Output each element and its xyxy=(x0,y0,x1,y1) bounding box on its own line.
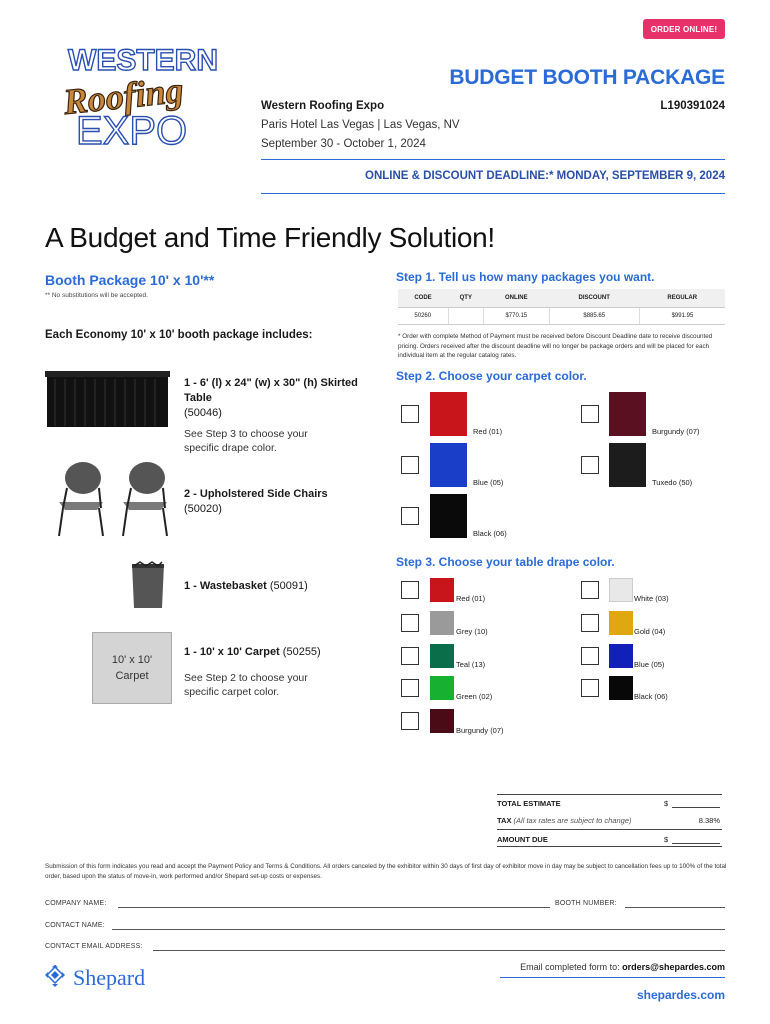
item-carpet-note: See Step 2 to choose your specific carpet color. xyxy=(184,672,308,698)
includes-heading: Each Economy 10' x 10' booth package includes: xyxy=(45,329,313,341)
col-qty: QTY xyxy=(448,289,484,307)
total-estimate-label: TOTAL ESTIMATE xyxy=(497,799,561,808)
drape-swatch-teal xyxy=(430,644,454,668)
svg-text:WESTERN: WESTERN xyxy=(68,44,218,77)
header-divider xyxy=(261,159,725,160)
drape-swatch-black xyxy=(609,676,633,700)
totals-bottom-line xyxy=(497,846,722,847)
drape-checkbox-grey[interactable] xyxy=(401,614,419,632)
amount-due-row xyxy=(497,835,722,844)
package-title: BUDGET BOOTH PACKAGE xyxy=(449,66,725,89)
package-pricing-table xyxy=(398,289,725,325)
email-instruction: Email completed form to: orders@shepardes.com xyxy=(520,962,725,972)
total-estimate-row xyxy=(497,799,722,808)
order-email-link[interactable]: orders@shepardes.com xyxy=(622,962,725,972)
carpet-checkbox-black[interactable] xyxy=(401,507,419,525)
discount-note: * Order with complete Method of Payment must be received before Discount Deadline date to receive discounted pricing. Orders received after the discount deadline will no longer be package orders and will be placed for each individual item at the regular catalog rates. xyxy=(398,333,713,359)
booth-note: ** No substitutions will be accepted. xyxy=(45,292,148,299)
booth-number-label: BOOTH NUMBER: xyxy=(555,900,617,907)
shepard-logo xyxy=(45,965,175,995)
drape-label-green: Green (02) xyxy=(456,692,493,701)
drape-swatch-gold xyxy=(609,611,633,635)
drape-checkbox-white[interactable] xyxy=(581,581,599,599)
drape-swatch-burgundy xyxy=(430,709,454,733)
tax-value: 8.38% xyxy=(698,816,720,825)
carpet-checkbox-tuxedo[interactable] xyxy=(581,456,599,474)
drape-checkbox-teal[interactable] xyxy=(401,647,419,665)
tax-row xyxy=(497,816,722,825)
drape-label-red: Red (01) xyxy=(456,594,486,603)
deadline-banner: ONLINE & DISCOUNT DEADLINE:* MONDAY, SEPTEMBER 9, 2024 xyxy=(365,170,725,182)
carpet-label-tuxedo: Tuxedo (50) xyxy=(652,478,693,487)
company-name-field[interactable] xyxy=(118,907,550,908)
col-discount: DISCOUNT xyxy=(549,289,639,307)
svg-text:Roofing: Roofing xyxy=(62,69,186,123)
cell-regular: $991.95 xyxy=(639,307,725,324)
contact-name-field[interactable] xyxy=(112,929,725,930)
drape-label-gold: Gold (04) xyxy=(634,627,666,636)
drape-swatch-blue xyxy=(609,644,633,668)
drape-checkbox-burgundy[interactable] xyxy=(401,712,419,730)
carpet-checkbox-burgundy[interactable] xyxy=(581,405,599,423)
carpet-label-blue: Blue (05) xyxy=(473,478,504,487)
carpet-label-red: Red (01) xyxy=(473,427,503,436)
step3-title: Step 3. Choose your table drape color. xyxy=(396,555,615,569)
website-link[interactable]: shepardes.com xyxy=(636,988,725,1002)
col-regular: REGULAR xyxy=(639,289,725,307)
amount-due-value[interactable]: $ xyxy=(664,835,669,844)
svg-text:Shepard: Shepard xyxy=(73,965,146,990)
expo-code: L190391024 xyxy=(660,100,725,112)
western-roofing-expo-logo xyxy=(62,40,222,150)
tax-label: TAX xyxy=(497,816,512,825)
carpet-swatch-red xyxy=(430,392,467,436)
drape-swatch-grey xyxy=(430,611,454,635)
drape-swatch-red xyxy=(430,578,454,602)
drape-label-burgundy: Burgundy (07) xyxy=(456,726,504,735)
expo-venue: Paris Hotel Las Vegas | Las Vegas, NV xyxy=(261,119,460,131)
col-code: CODE xyxy=(398,289,448,307)
carpet-swatch-black xyxy=(430,494,467,538)
drape-label-grey: Grey (10) xyxy=(456,627,488,636)
carpet-swatch-tuxedo xyxy=(609,443,646,487)
order-online-button[interactable]: ORDER ONLINE! xyxy=(643,19,725,39)
carpet-square-image: 10' x 10' Carpet xyxy=(92,632,172,704)
drape-swatch-white xyxy=(609,578,633,602)
booth-package-title: Booth Package 10' x 10'** xyxy=(45,272,215,288)
item-side-chairs: 2 - Upholstered Side Chairs (50020) xyxy=(184,488,328,515)
tax-note: (All tax rates are subject to change) xyxy=(513,816,632,825)
wastebasket-image xyxy=(130,560,166,610)
drape-checkbox-red[interactable] xyxy=(401,581,419,599)
drape-swatch-green xyxy=(430,676,454,700)
item-carpet: 1 - 10' x 10' Carpet (50255) xyxy=(184,646,321,658)
booth-number-field[interactable] xyxy=(625,907,725,908)
totals-top-line xyxy=(497,794,722,795)
expo-name: Western Roofing Expo xyxy=(261,100,385,112)
cell-code: 50260 xyxy=(398,307,448,324)
item-skirted-table: 1 - 6' (l) x 24" (w) x 30" (h) Skirted Table (50046) xyxy=(184,377,358,419)
drape-checkbox-blue[interactable] xyxy=(581,647,599,665)
carpet-swatch-burgundy xyxy=(609,392,646,436)
side-chairs-image xyxy=(45,458,170,538)
drape-label-black: Black (06) xyxy=(634,692,668,701)
table-row xyxy=(398,307,725,324)
carpet-label-black: Black (06) xyxy=(473,529,507,538)
expo-dates: September 30 - October 1, 2024 xyxy=(261,138,426,150)
deadline-divider xyxy=(261,193,725,194)
amount-due-label: AMOUNT DUE xyxy=(497,835,548,844)
drape-label-blue: Blue (05) xyxy=(634,660,665,669)
svg-text:EXPO: EXPO xyxy=(76,109,188,150)
col-online: ONLINE xyxy=(484,289,549,307)
company-name-label: COMPANY NAME: xyxy=(45,900,107,907)
item-wastebasket: 1 - Wastebasket (50091) xyxy=(184,580,308,592)
skirted-table-image xyxy=(45,371,170,431)
drape-checkbox-black[interactable] xyxy=(581,679,599,697)
qty-input-cell[interactable] xyxy=(448,307,484,324)
contact-name-label: CONTACT NAME: xyxy=(45,922,105,929)
drape-label-white: White (03) xyxy=(634,594,669,603)
totals-mid-line xyxy=(497,829,722,830)
carpet-swatch-blue xyxy=(430,443,467,487)
item-skirted-table-note: See Step 3 to choose your specific drape color. xyxy=(184,428,308,454)
drape-label-teal: Teal (13) xyxy=(456,660,486,669)
drape-checkbox-green[interactable] xyxy=(401,679,419,697)
drape-checkbox-gold[interactable] xyxy=(581,614,599,632)
cell-online: $770.15 xyxy=(484,307,549,324)
carpet-checkbox-red[interactable] xyxy=(401,405,419,423)
footer-divider xyxy=(500,977,725,978)
legal-text: Submission of this form indicates you read and accept the Payment Policy and Terms & Conditions. All orders canceled by the exhibitor within 30 days of first day of exhibitor move in day may be subject to cancellation fees up to 100% of the total order, based upon the status of move-in, work performed and/or Shepard set-up costs or expenses. xyxy=(45,863,727,880)
carpet-checkbox-blue[interactable] xyxy=(401,456,419,474)
step2-title: Step 2. Choose your carpet color. xyxy=(396,369,587,383)
page-headline: A Budget and Time Friendly Solution! xyxy=(45,222,495,253)
carpet-label-burgundy: Burgundy (07) xyxy=(652,427,700,436)
contact-email-label: CONTACT EMAIL ADDRESS: xyxy=(45,943,143,950)
contact-email-field[interactable] xyxy=(153,950,725,951)
step1-title: Step 1. Tell us how many packages you want. xyxy=(396,270,655,284)
total-estimate-value[interactable]: $ xyxy=(664,799,669,808)
cell-discount: $885.65 xyxy=(549,307,639,324)
